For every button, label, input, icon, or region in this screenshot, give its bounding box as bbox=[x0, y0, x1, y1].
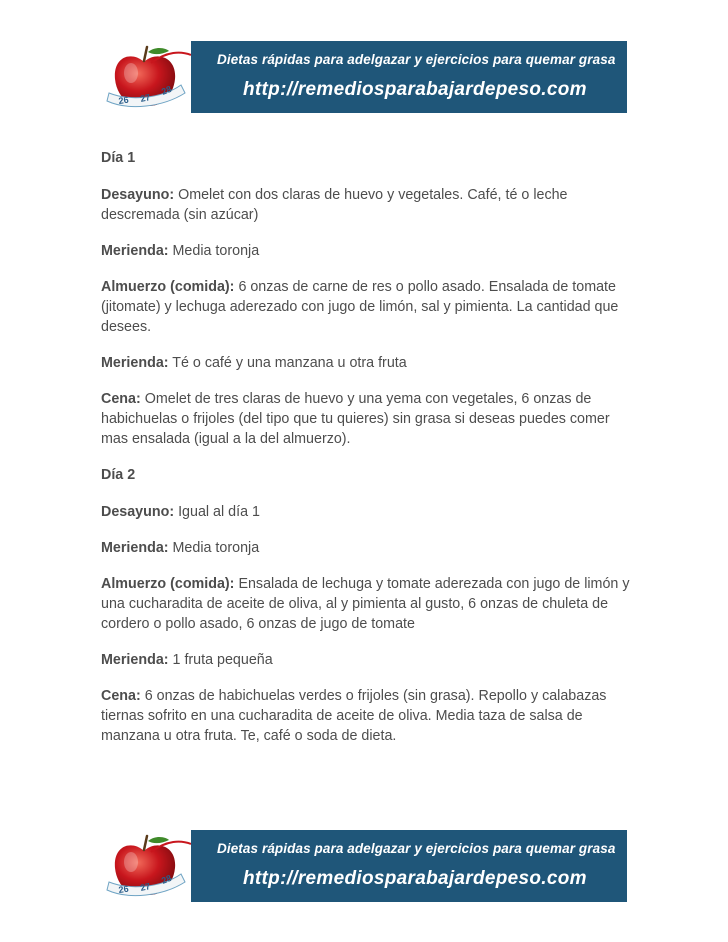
apple-logo bbox=[101, 41, 191, 113]
header-banner[interactable] bbox=[101, 41, 627, 113]
banner-band bbox=[191, 41, 627, 113]
banner-url-link[interactable]: http://remediosparabajardepeso.com bbox=[243, 79, 587, 100]
tape-number-26: 26 bbox=[117, 94, 130, 106]
meal-label: Merienda: bbox=[101, 652, 169, 668]
meal-item bbox=[101, 241, 631, 261]
meal-item bbox=[101, 389, 631, 449]
meal-text: Media toronja bbox=[172, 243, 260, 259]
meal-label: Almuerzo (comida): bbox=[101, 576, 235, 592]
apple-logo bbox=[101, 830, 191, 902]
meal-item bbox=[101, 650, 631, 670]
meal-label: Desayuno: bbox=[101, 187, 175, 203]
banner-band bbox=[191, 830, 627, 902]
meal-text: 6 onzas de carne de res o pollo asado. Ensalada de tomate (jitomate) y lechuga aderezado con jugo de limón, sal y pimienta. La cantidad que desees. bbox=[101, 279, 619, 335]
meal-label: Almuerzo (comida): bbox=[101, 279, 235, 295]
meal-item bbox=[101, 574, 631, 634]
day-title: Día 1 bbox=[101, 150, 136, 166]
meal-item bbox=[101, 686, 631, 746]
meal-item bbox=[101, 277, 631, 337]
meal-label: Merienda: bbox=[101, 540, 169, 556]
meal-label: Cena: bbox=[101, 391, 141, 407]
banner-tagline: Dietas rápidas para adelgazar y ejercicios para quemar grasa bbox=[217, 841, 616, 856]
meal-text: 6 onzas de habichuelas verdes o frijoles (sin grasa). Repollo y calabazas tiernas sofrito en una cucharadita de aceite de oliva. Media taza de salsa de manzana u otra fruta. Te, café o soda de dieta. bbox=[101, 688, 607, 744]
meal-label: Merienda: bbox=[101, 243, 169, 259]
banner-url-link[interactable]: http://remediosparabajardepeso.com bbox=[243, 868, 587, 889]
diet-plan bbox=[101, 148, 631, 762]
tape-number-28: 28 bbox=[160, 872, 174, 886]
meal-text: Omelet de tres claras de huevo y una yema con vegetales, 6 onzas de habichuelas o frijoles (del tipo que tu quieres) sin grasa si deseas puedes comer mas ensalada (igual a la del almuerzo). bbox=[101, 391, 610, 447]
meal-text: Media toronja bbox=[172, 540, 260, 556]
banner-tagline: Dietas rápidas para adelgazar y ejercicios para quemar grasa bbox=[217, 52, 616, 67]
meal-label: Desayuno: bbox=[101, 504, 175, 520]
footer-banner[interactable] bbox=[101, 830, 627, 902]
tape-number-27: 27 bbox=[139, 881, 152, 893]
meal-text: Té o café y una manzana u otra fruta bbox=[172, 355, 407, 371]
meal-item bbox=[101, 353, 631, 373]
meal-item bbox=[101, 502, 631, 522]
meal-item bbox=[101, 185, 631, 225]
day-title: Día 2 bbox=[101, 467, 136, 483]
meal-text: 1 fruta pequeña bbox=[172, 652, 273, 668]
tape-number-26: 26 bbox=[117, 883, 130, 895]
meal-label: Merienda: bbox=[101, 355, 169, 371]
meal-text: Igual al día 1 bbox=[178, 504, 260, 520]
meal-text: Ensalada de lechuga y tomate aderezada con jugo de limón y una cucharadita de aceite de oliva, al y pimienta al gusto, 6 onzas de chuleta de cordero o pollo asado, 6 onzas de jugo de tomate bbox=[101, 576, 630, 632]
tape-number-27: 27 bbox=[139, 92, 152, 104]
meal-text: Omelet con dos claras de huevo y vegetales. Café, té o leche descremada (sin azúcar) bbox=[101, 187, 568, 223]
tape-number-28: 28 bbox=[160, 83, 174, 97]
meal-label: Cena: bbox=[101, 688, 141, 704]
meal-item bbox=[101, 538, 631, 558]
